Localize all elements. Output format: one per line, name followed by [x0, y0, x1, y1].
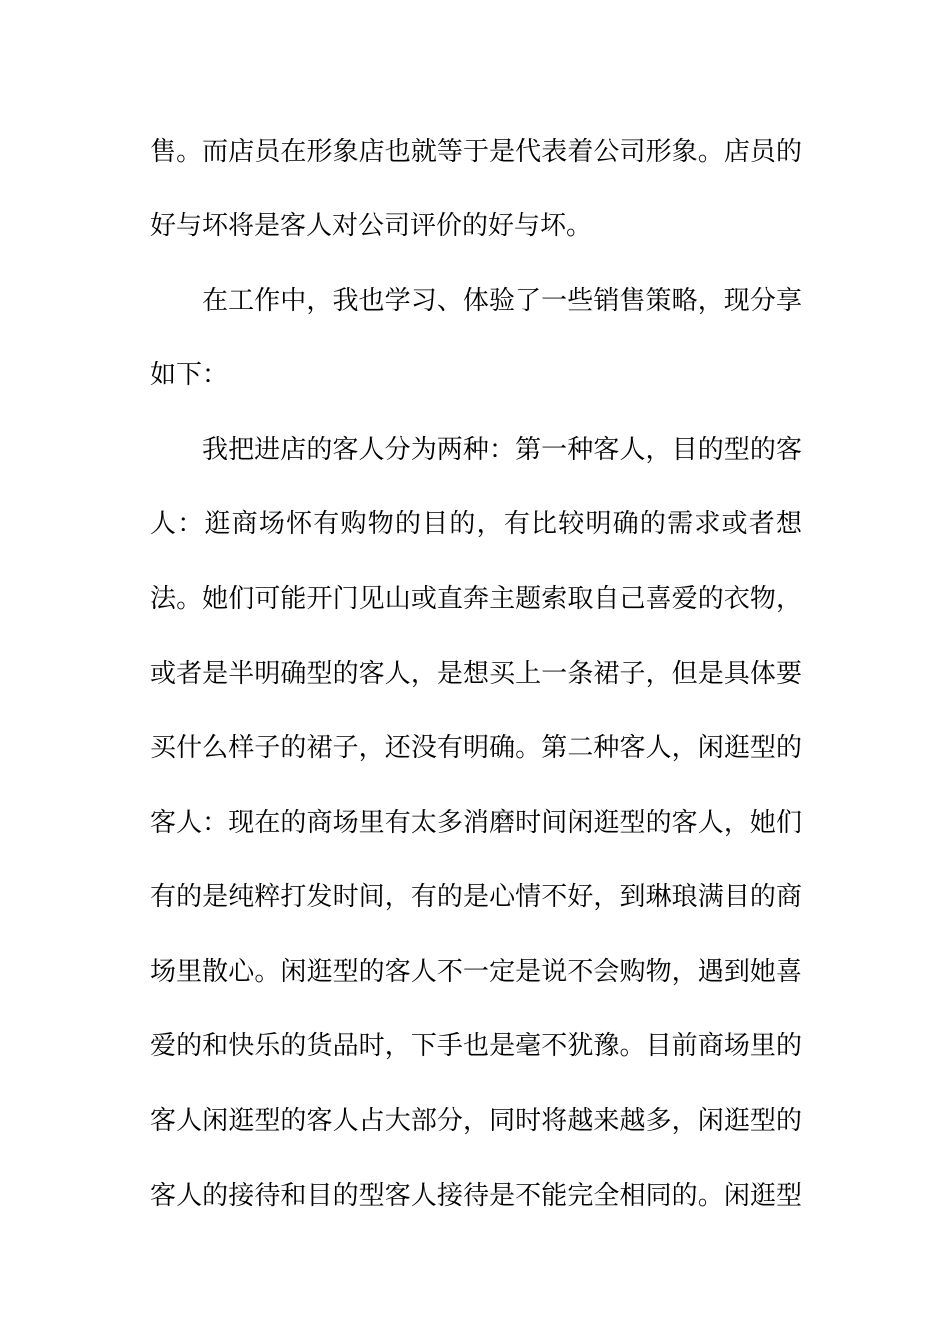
text-line: 在工作中，我也学习、体验了一些销售策略，现分享 — [202, 286, 802, 316]
text-line: 有的是纯粹打发时间，有的是心情不好，到琳琅满目的商 — [150, 882, 802, 912]
text-line: 客人闲逛型的客人占大部分，同时将越来越多，闲逛型的 — [150, 1106, 802, 1136]
text-line: 客人：现在的商场里有太多消磨时间闲逛型的客人，她们 — [150, 808, 802, 838]
text-line: 客人的接待和目的型客人接待是不能完全相同的。闲逛型 — [150, 1181, 802, 1211]
text-line: 售。而店员在形象店也就等于是代表着公司形象。店员的 — [150, 137, 802, 167]
text-line: 法。她们可能开门见山或直奔主题索取自己喜爱的衣物， — [150, 584, 802, 614]
text-line: 爱的和快乐的货品时，下手也是毫不犹豫。目前商场里的 — [150, 1031, 802, 1061]
text-line: 我把进店的客人分为两种：第一种客人，目的型的客 — [202, 435, 802, 465]
text-line: 如下： — [150, 360, 229, 390]
text-line: 好与坏将是客人对公司评价的好与坏。 — [150, 211, 593, 241]
text-line: 买什么样子的裙子，还没有明确。第二种客人，闲逛型的 — [150, 733, 802, 763]
text-line: 人：逛商场怀有购物的目的，有比较明确的需求或者想 — [150, 509, 802, 539]
text-line: 或者是半明确型的客人，是想买上一条裙子，但是具体要 — [150, 659, 802, 689]
text-line: 场里散心。闲逛型的客人不一定是说不会购物，遇到她喜 — [150, 957, 802, 987]
